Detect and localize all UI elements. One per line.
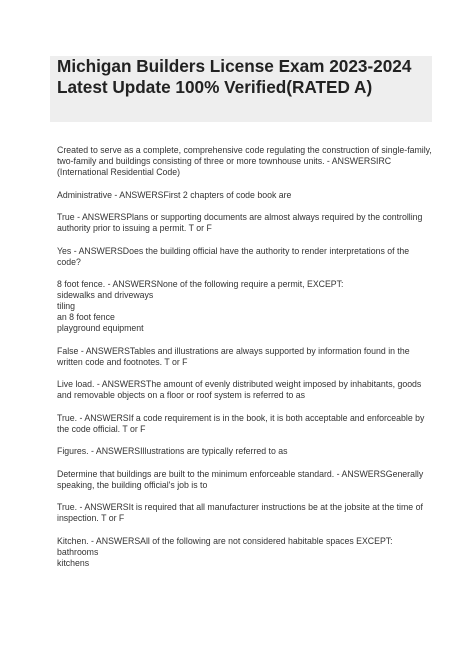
qa-paragraph: True. - ANSWERSIt is required that all manufacturer instructions be at the jobsite at the time of inspection. T or F xyxy=(57,502,423,523)
qa-paragraph: Yes - ANSWERSDoes the building official have the authority to render interpretations of the code? xyxy=(57,245,410,267)
qa-paragraph: Kitchen. - ANSWERSAll of the following are not considered habitable spaces EXCEPT: bathrooms kitchens xyxy=(57,535,393,568)
qa-paragraph: Administrative - ANSWERSFirst 2 chapters of code book are xyxy=(57,189,292,200)
qa-paragraph: True - ANSWERSPlans or supporting documents are almost always required by the controlling authority prior to issuing a permit. T or F xyxy=(57,212,423,233)
qa-paragraph: Live load. - ANSWERSThe amount of evenly distributed weight imposed by inhabitants, goods and removable objects on a floor or roof system is referred to as xyxy=(57,379,422,400)
qa-paragraph: Determine that buildings are built to the minimum enforceable standard. - ANSWERSGenerally speaking, the building official's job is to xyxy=(57,468,424,490)
qa-paragraph: True. - ANSWERSIf a code requirement is in the book, it is both acceptable and enforceable by the code official. T or F xyxy=(57,412,425,434)
qa-paragraph: Figures. - ANSWERSIllustrations are typically referred to as xyxy=(57,446,288,456)
document-title: Michigan Builders License Exam 2023-2024 Latest Update 100% Verified(RATED A) xyxy=(57,56,412,97)
qa-paragraph: 8 foot fence. - ANSWERSNone of the following require a permit, EXCEPT: sidewalks and driveways tiling an 8 foot fence playground equipment xyxy=(57,279,344,333)
qa-paragraph: False - ANSWERSTables and illustrations are always supported by information found in the written code and footnotes. T or F xyxy=(57,345,410,367)
document-body xyxy=(57,145,435,580)
qa-paragraph: Created to serve as a complete, comprehensive code regulating the construction of single-family, two-family and buildings consisting of three or more townhouse units. - ANSWERSIRC (International Residential Code) xyxy=(57,145,432,177)
